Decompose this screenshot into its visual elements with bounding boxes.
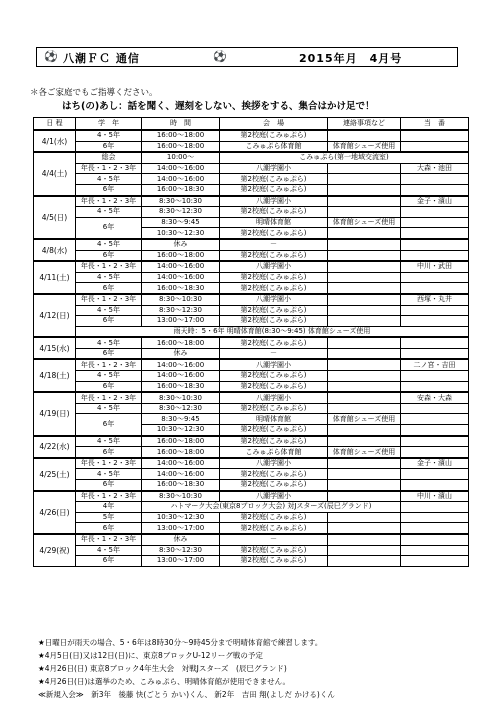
duty-cell: [401, 207, 469, 218]
time-cell: 16:00〜18:00: [142, 141, 220, 152]
table-row: [34, 207, 469, 218]
duty-cell: [401, 305, 469, 316]
notes-cell: [328, 174, 401, 185]
time-cell: 14:00〜16:00: [142, 458, 220, 469]
time-cell: 10:30〜12:30: [142, 228, 220, 239]
time-cell: 16:00〜18:00: [142, 250, 220, 261]
notes-cell: [328, 392, 401, 403]
notes-cell: 体育館シューズ使用: [328, 414, 401, 425]
duty-cell: [401, 174, 469, 185]
venue-cell: 第2校庭(こみゅぷら): [220, 436, 328, 447]
notes-cell: [328, 534, 401, 545]
grade-cell: 5年: [76, 512, 142, 523]
venue-cell: 八潮学園小: [220, 359, 328, 370]
grade-cell: 4・5年: [76, 469, 142, 480]
table-row: [34, 272, 469, 283]
date-cell: 4/19(日): [34, 392, 76, 435]
table-row: [34, 348, 469, 359]
issue-label: 2015年月 4月号: [299, 52, 403, 65]
venue-cell: 第2校庭(こみゅぷら): [220, 130, 328, 141]
column-header: 学 年: [76, 118, 142, 131]
table-row: [34, 556, 469, 567]
grade-cell: 6年: [76, 348, 142, 359]
footer-note: ★4月26日(日) 東京8ブロック4年生大会 対戦Jスターズ (辰巳グランド): [38, 664, 287, 673]
grade-cell: 年長・1・2・3年: [76, 491, 142, 502]
duty-cell: 金子・濱山: [401, 196, 469, 207]
notes-cell: [328, 316, 401, 327]
table-row: [34, 512, 469, 523]
grade-cell: 4・5年: [76, 545, 142, 556]
notes-cell: [328, 184, 401, 195]
grade-cell: 4・5年: [76, 436, 142, 447]
notes-cell: [328, 305, 401, 316]
time-cell: 16:00〜18:30: [142, 184, 220, 195]
table-row: [34, 217, 469, 228]
grade-cell: 年長・1・2・3年: [76, 163, 142, 174]
time-cell: 休み: [142, 348, 220, 359]
venue-cell: －: [220, 348, 328, 359]
date-cell: 4/25(土): [34, 458, 76, 491]
date-cell: 4/18(土): [34, 359, 76, 392]
grade-cell: 年長・1・2・3年: [76, 392, 142, 403]
venue-cell: 第2校庭(こみゅぷら): [220, 272, 328, 283]
table-row: [34, 436, 469, 447]
venue-cell: 明晴体育館: [220, 217, 328, 228]
table-header-row: [34, 118, 469, 131]
venue-cell: －: [220, 239, 328, 250]
time-cell: 8:30〜12:30: [142, 305, 220, 316]
date-cell: 4/1(水): [34, 130, 76, 152]
notes-cell: [328, 272, 401, 283]
date-cell: 4/11(土): [34, 261, 76, 294]
time-cell: 16:00〜18:00: [142, 436, 220, 447]
venue-cell: 第2校庭(こみゅぷら): [220, 316, 328, 327]
venue-cell: 第2校庭(こみゅぷら): [220, 480, 328, 491]
grade-cell: 6年: [76, 283, 142, 294]
duty-cell: 二ノ宮・吉田: [401, 359, 469, 370]
grade-cell: 6年: [76, 250, 142, 261]
grade-cell: 4・5年: [76, 272, 142, 283]
venue-cell: 第2校庭(こみゅぷら): [220, 512, 328, 523]
venue-cell: 八潮学園小: [220, 196, 328, 207]
venue-cell: －: [220, 534, 328, 545]
table-row: [34, 337, 469, 348]
time-cell: 10:30〜12:30: [142, 425, 220, 436]
grade-cell: 6年: [76, 184, 142, 195]
grade-cell: 年長・1・2・3年: [76, 261, 142, 272]
date-cell: 4/12(日): [34, 294, 76, 337]
duty-cell: [401, 556, 469, 567]
soccer-ball-icon: ⚽: [213, 50, 227, 63]
table-row: [34, 403, 469, 414]
duty-cell: [401, 250, 469, 261]
duty-cell: 金子・濱山: [401, 458, 469, 469]
guidance-note: ＊各ご家庭でもご指導ください。: [30, 88, 158, 98]
newsletter-title: 八潮ＦＣ 通信: [63, 52, 140, 65]
date-cell: 4/8(水): [34, 239, 76, 261]
grade-cell: 6年: [76, 217, 142, 239]
duty-cell: 中川・武田: [401, 261, 469, 272]
venue-cell: 第2校庭(こみゅぷら): [220, 381, 328, 392]
time-cell: 14:00〜16:00: [142, 272, 220, 283]
table-row: [34, 283, 469, 294]
notes-cell: [328, 469, 401, 480]
venue-cell: 第2校庭(こみゅぷら): [220, 283, 328, 294]
notes-cell: [328, 283, 401, 294]
venue-cell: 第2校庭(こみゅぷら): [220, 556, 328, 567]
table-row: [34, 458, 469, 469]
duty-cell: 西塚・丸井: [401, 294, 469, 305]
notes-cell: [328, 250, 401, 261]
notes-cell: [328, 458, 401, 469]
date-cell: 4/5(日): [34, 196, 76, 239]
table-row: [34, 502, 469, 513]
duty-cell: [401, 469, 469, 480]
date-cell: 4/22(水): [34, 436, 76, 458]
venue-cell: 第2校庭(こみゅぷら): [220, 250, 328, 261]
duty-cell: [401, 130, 469, 141]
duty-cell: [401, 381, 469, 392]
duty-cell: [401, 316, 469, 327]
venue-cell: こみゅぷら体育館: [220, 447, 328, 458]
table-row: [34, 545, 469, 556]
time-cell: 16:00〜18:00: [142, 130, 220, 141]
table-row: [34, 174, 469, 185]
date-cell: 4/26(日): [34, 491, 76, 534]
table-row: [34, 239, 469, 250]
venue-cell: 第2校庭(こみゅぷら): [220, 337, 328, 348]
table-row: [34, 196, 469, 207]
column-header: 日 程: [34, 118, 76, 131]
table-row: [34, 163, 469, 174]
notes-cell: [328, 512, 401, 523]
column-header: 連絡事項など: [328, 118, 401, 131]
notes-cell: [328, 348, 401, 359]
venue-cell: こみゅぷら体育館: [220, 141, 328, 152]
notes-cell: [328, 207, 401, 218]
table-row: [34, 141, 469, 152]
table-row: [34, 534, 469, 545]
table-row: [34, 371, 469, 382]
table-row: [34, 305, 469, 316]
grade-cell: 年長・1・2・3年: [76, 458, 142, 469]
venue-cell: 第2校庭(こみゅぷら): [220, 305, 328, 316]
notes-cell: [328, 239, 401, 250]
venue-cell: 第2校庭(こみゅぷら): [220, 174, 328, 185]
duty-cell: [401, 480, 469, 491]
venue-cell: 第2校庭(こみゅぷら): [220, 469, 328, 480]
duty-cell: [401, 512, 469, 523]
time-cell: 14:00〜16:00: [142, 261, 220, 272]
table-row: [34, 261, 469, 272]
date-cell: 4/29(祝): [34, 534, 76, 566]
duty-cell: [401, 348, 469, 359]
notes-cell: [328, 381, 401, 392]
notes-cell: [328, 523, 401, 534]
time-cell: 10:30〜12:30: [142, 512, 220, 523]
notes-cell: [328, 261, 401, 272]
venue-cell: 第2校庭(こみゅぷら): [220, 545, 328, 556]
duty-cell: [401, 272, 469, 283]
duty-cell: [401, 545, 469, 556]
duty-cell: [401, 337, 469, 348]
notes-cell: [328, 294, 401, 305]
notes-cell: [328, 491, 401, 502]
newsletter-header: [36, 47, 458, 67]
duty-cell: [401, 414, 469, 425]
grade-cell: 6年: [76, 381, 142, 392]
time-cell: 13:00〜17:00: [142, 523, 220, 534]
grade-cell: 6年: [76, 316, 142, 327]
grade-cell: 6年: [76, 523, 142, 534]
grade-cell: 6年: [76, 447, 142, 458]
slogan: はち(の)あし：話を聞く、遅刻をしない、挨拶をする、集合はかけ足で！: [62, 101, 375, 112]
venue-cell: 第2校庭(こみゅぷら): [220, 425, 328, 436]
schedule-table: [33, 117, 469, 567]
notes-cell: 体育館シューズ使用: [328, 217, 401, 228]
duty-cell: [401, 447, 469, 458]
time-cell: 8:30〜12:30: [142, 545, 220, 556]
notes-cell: [328, 359, 401, 370]
column-header: 時 間: [142, 118, 220, 131]
notes-cell: [328, 228, 401, 239]
grade-cell: 年長・1・2・3年: [76, 534, 142, 545]
notes-cell: [328, 196, 401, 207]
footer-note: ★4月5日(日)又は12日(日)に、東京8ブロックU-12リーグ戦の予定: [38, 651, 263, 660]
duty-cell: 大森・池田: [401, 163, 469, 174]
venue-cell: 第2校庭(こみゅぷら): [220, 184, 328, 195]
notes-cell: 体育館シューズ使用: [328, 447, 401, 458]
grade-cell: 4・5年: [76, 239, 142, 250]
time-cell: 休み: [142, 239, 220, 250]
venue-cell: 八潮学園小: [220, 294, 328, 305]
duty-cell: [401, 502, 469, 513]
venue-cell: 第2校庭(こみゅぷら): [220, 523, 328, 534]
venue-cell: 八潮学園小: [220, 458, 328, 469]
time-cell: 8:30〜10:30: [142, 392, 220, 403]
time-cell: 14:00〜16:00: [142, 359, 220, 370]
notes-cell: [328, 130, 401, 141]
date-cell: 4/15(水): [34, 337, 76, 359]
notes-cell: [328, 403, 401, 414]
table-row: [34, 381, 469, 392]
time-cell: 8:30〜12:30: [142, 207, 220, 218]
time-cell: 休み: [142, 534, 220, 545]
notes-cell: 体育館シューズ使用: [328, 141, 401, 152]
duty-cell: [401, 228, 469, 239]
duty-cell: [401, 425, 469, 436]
table-row: [34, 130, 469, 141]
table-row: [34, 480, 469, 491]
notes-cell: [328, 163, 401, 174]
duty-cell: [401, 523, 469, 534]
duty-cell: [401, 371, 469, 382]
grade-cell: 6年: [76, 480, 142, 491]
grade-cell: 6年: [76, 414, 142, 436]
time-cell: 16:00〜18:00: [142, 337, 220, 348]
time-cell: ハトマーク大会(東京8ブロック大会) 対Jスターズ(辰巳グランド): [142, 502, 401, 513]
venue-cell: 明晴体育館: [220, 414, 328, 425]
duty-cell: [401, 403, 469, 414]
grade-cell: 年長・1・2・3年: [76, 196, 142, 207]
time-cell: 8:30〜10:30: [142, 196, 220, 207]
notes-cell: [328, 545, 401, 556]
venue-cell: 第2校庭(こみゅぷら): [220, 228, 328, 239]
footer-note: ★4月26日(日)は選挙のため、こみゅぷら、明晴体育館が使用できません。: [38, 677, 291, 686]
footer-notes: [38, 636, 478, 701]
grade-cell: 4・5年: [76, 130, 142, 141]
table-row: [34, 392, 469, 403]
table-row: [34, 447, 469, 458]
venue-cell: 八潮学園小: [220, 163, 328, 174]
venue-cell: 八潮学園小: [220, 261, 328, 272]
grade-cell: 6年: [76, 141, 142, 152]
time-cell: 16:00〜18:30: [142, 381, 220, 392]
time-cell: 13:00〜17:00: [142, 556, 220, 567]
time-cell: 8:30〜9:45: [142, 217, 220, 228]
time-cell: 14:00〜16:00: [142, 469, 220, 480]
time-cell: 14:00〜16:00: [142, 371, 220, 382]
venue-cell: 第2校庭(こみゅぷら): [220, 371, 328, 382]
time-cell: 16:00〜18:30: [142, 480, 220, 491]
table-row: [34, 250, 469, 261]
duty-cell: [401, 217, 469, 228]
table-row: [34, 414, 469, 425]
time-cell: 14:00〜16:00: [142, 174, 220, 185]
date-cell: 4/4(土): [34, 152, 76, 195]
grade-cell: 年長・1・2・3年: [76, 294, 142, 305]
notes-cell: [328, 480, 401, 491]
grade-cell: 総会: [76, 152, 142, 163]
duty-cell: 中川・濱山: [401, 491, 469, 502]
duty-cell: [401, 239, 469, 250]
notes-cell: [328, 337, 401, 348]
duty-cell: [401, 141, 469, 152]
duty-cell: [401, 534, 469, 545]
footer-note: ★日曜日が雨天の場合、5・6年は8時30分〜9時45分まで明晴体育館で練習します。: [38, 638, 323, 647]
grade-cell: 4・5年: [76, 305, 142, 316]
notes-cell: [328, 425, 401, 436]
table-row: [34, 469, 469, 480]
table-row: [34, 184, 469, 195]
duty-cell: [401, 184, 469, 195]
grade-cell: 年長・1・2・3年: [76, 359, 142, 370]
time-cell: 8:30〜9:45: [142, 414, 220, 425]
table-row: [34, 152, 469, 163]
column-header: 当 番: [401, 118, 469, 131]
time-cell: 10:00〜: [142, 152, 220, 163]
venue-cell: 第2校庭(こみゅぷら): [220, 403, 328, 414]
time-cell: 14:00〜16:00: [142, 163, 220, 174]
duty-cell: 安森・大森: [401, 392, 469, 403]
grade-cell: 4年: [76, 502, 142, 513]
table-row: [34, 316, 469, 327]
rain-note-cell: 雨天時：5・6年 明晴体育館(8:30〜9:45) 体育館シューズ使用: [76, 326, 469, 337]
table-row: [34, 523, 469, 534]
soccer-ball-icon: ⚽: [44, 50, 58, 63]
time-cell: 8:30〜10:30: [142, 491, 220, 502]
venue-cell: 第2校庭(こみゅぷら): [220, 207, 328, 218]
duty-cell: [401, 436, 469, 447]
grade-cell: 4・5年: [76, 174, 142, 185]
time-cell: 16:00〜18:00: [142, 447, 220, 458]
venue-cell: 八潮学園小: [220, 392, 328, 403]
grade-cell: 4・5年: [76, 337, 142, 348]
grade-cell: 4・5年: [76, 371, 142, 382]
time-cell: 13:00〜17:00: [142, 316, 220, 327]
duty-cell: [401, 283, 469, 294]
venue-cell: こみゅぷら(第一地域交流室): [220, 152, 469, 163]
notes-cell: [328, 436, 401, 447]
notes-cell: [328, 556, 401, 567]
time-cell: 8:30〜10:30: [142, 294, 220, 305]
table-row: [34, 294, 469, 305]
column-header: 会 場: [220, 118, 328, 131]
grade-cell: 4・5年: [76, 207, 142, 218]
table-row: [34, 491, 469, 502]
venue-cell: 八潮学園小: [220, 491, 328, 502]
footer-note: ≪新規入会≫ 新3年 後藤 快(ごとう かい)くん、 新2年 吉田 翔(よしだ かける)くん: [38, 690, 335, 699]
grade-cell: 4・5年: [76, 403, 142, 414]
grade-cell: 6年: [76, 556, 142, 567]
time-cell: 8:30〜12:30: [142, 403, 220, 414]
table-row: [34, 326, 469, 337]
notes-cell: [328, 371, 401, 382]
table-row: [34, 359, 469, 370]
time-cell: 16:00〜18:30: [142, 283, 220, 294]
